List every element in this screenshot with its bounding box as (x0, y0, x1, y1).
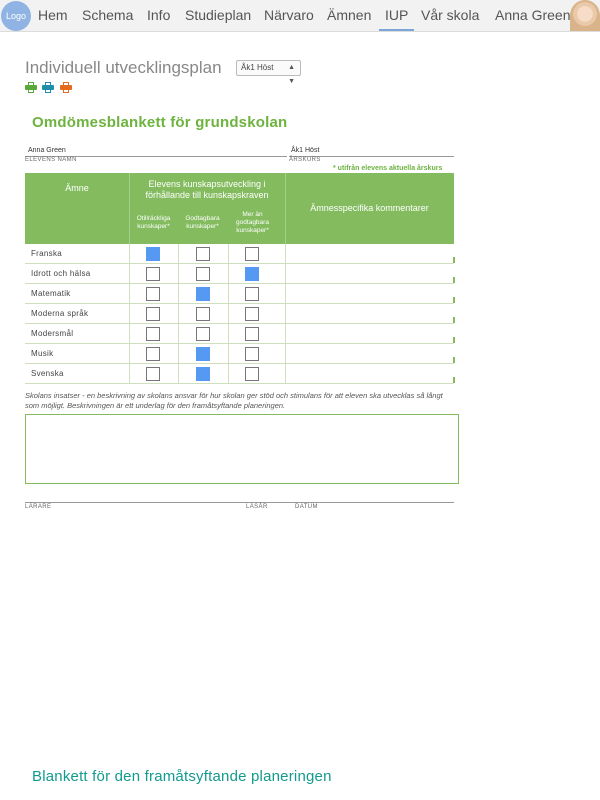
grade-value: Åk1 Höst (291, 147, 320, 154)
level-checkbox[interactable] (196, 347, 210, 361)
subject-label: Modersmål (31, 329, 74, 338)
table-row (25, 364, 454, 384)
subject-label: Musik (31, 349, 54, 358)
form-title: Omdömesblankett för grundskolan (32, 114, 288, 131)
level-checkbox[interactable] (196, 267, 210, 281)
level-checkbox[interactable] (196, 307, 210, 321)
subject-label: Franska (31, 249, 62, 258)
table-row (25, 264, 454, 284)
level-checkbox[interactable] (146, 267, 160, 281)
subject-label: Idrott och hälsa (31, 269, 91, 278)
print-icon[interactable] (60, 82, 72, 93)
planning-form-title: Blankett för den framåtsyftande planeringen (32, 768, 332, 785)
header-progress: Elevens kunskapsutveckling i förhållande till kunskapskraven (145, 179, 269, 200)
grade-label: ÅRSKURS (289, 157, 321, 163)
top-nav (0, 0, 600, 32)
table-row (25, 324, 454, 344)
table-row (25, 284, 454, 304)
nav-item-schema[interactable]: Schema (82, 7, 134, 23)
term-select-value: Åk1 Höst (241, 63, 274, 72)
level-checkbox[interactable] (245, 247, 259, 261)
level-checkbox[interactable] (245, 367, 259, 381)
school-efforts-textarea[interactable] (25, 414, 459, 484)
user-name[interactable]: Anna Green (495, 7, 571, 23)
header-level-acceptable: Godtagbara kunskaper* (185, 215, 220, 230)
school-efforts-description: Skolans insatser - en beskrivning av skolans ansvar för hur skolan ger stöd och stimulans för att eleven ska utvecklas så långt som möjligt. Beskrivningen är ett underlag för den framåtsyftande planeringen. (25, 391, 443, 410)
header-level-above: Mer än godtagbara kunskaper* (236, 211, 269, 234)
level-checkbox[interactable] (245, 287, 259, 301)
term-select[interactable] (236, 60, 301, 85)
school-year-label: LÄSÅR (246, 504, 268, 510)
nav-item-narvaro[interactable]: Närvaro (264, 7, 314, 23)
nav-item-amnen[interactable]: Ämnen (327, 7, 372, 23)
table-header (25, 173, 454, 244)
logo[interactable]: Logo (1, 1, 31, 31)
header-comments: Ämnesspecifika kommentarer (310, 203, 429, 213)
student-name-value: Anna Green (28, 147, 66, 154)
level-checkbox[interactable] (146, 287, 160, 301)
header-level-insufficient: Otillräckliga kunskaper* (136, 215, 171, 230)
level-checkbox[interactable] (245, 347, 259, 361)
level-checkbox[interactable] (196, 247, 210, 261)
level-checkbox[interactable] (196, 287, 210, 301)
level-checkbox[interactable] (245, 307, 259, 321)
subject-label: Svenska (31, 369, 64, 378)
divider (25, 502, 454, 503)
level-checkbox[interactable] (245, 267, 259, 281)
level-checkbox[interactable] (146, 247, 160, 261)
level-checkbox[interactable] (245, 327, 259, 341)
nav-item-info[interactable]: Info (147, 7, 171, 23)
level-checkbox[interactable] (146, 347, 160, 361)
teacher-label: LÄRARE (25, 504, 52, 510)
level-checkbox[interactable] (146, 307, 160, 321)
table-row (25, 344, 454, 364)
level-checkbox[interactable] (196, 327, 210, 341)
avatar[interactable] (570, 0, 600, 31)
header-subject: Ämne (65, 183, 89, 193)
print-icon[interactable] (42, 82, 54, 93)
select-arrows-icon: ▲ ▼ (288, 64, 295, 85)
nav-item-hem[interactable]: Hem (38, 7, 68, 23)
page-title: Individuell utvecklingsplan (25, 58, 222, 77)
student-name-label: ELEVENS NAMN (25, 157, 77, 163)
table-row (25, 304, 454, 324)
nav-item-var-skola[interactable]: Vår skola (421, 7, 480, 23)
print-icon[interactable] (25, 82, 37, 93)
date-label: DATUM (295, 504, 318, 510)
subject-label: Matematik (31, 289, 71, 298)
level-checkbox[interactable] (196, 367, 210, 381)
nav-item-studieplan[interactable]: Studieplan (185, 7, 252, 23)
footnote: * utifrån elevens aktuella årskurs (333, 165, 443, 172)
table-row (25, 244, 454, 264)
subject-label: Moderna språk (31, 309, 89, 318)
level-checkbox[interactable] (146, 367, 160, 381)
level-checkbox[interactable] (146, 327, 160, 341)
nav-item-iup[interactable]: IUP (379, 0, 414, 31)
